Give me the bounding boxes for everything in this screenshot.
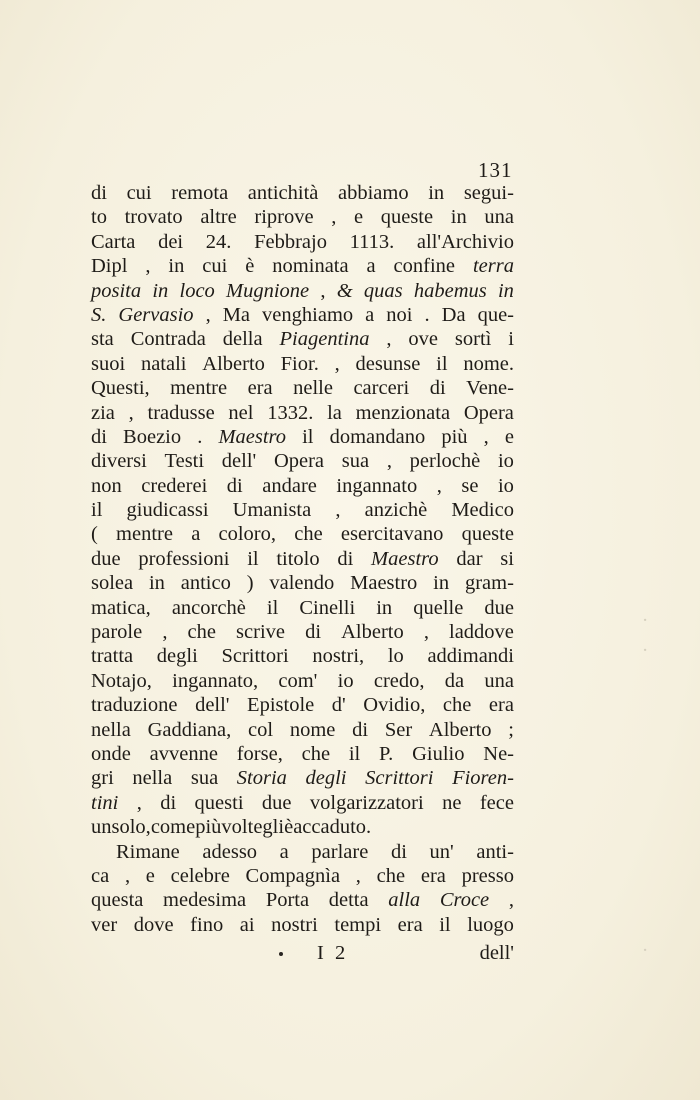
word: , — [508, 889, 514, 912]
word: e — [353, 206, 364, 229]
word: si — [500, 547, 514, 570]
text-line — [91, 815, 514, 839]
word: io — [337, 669, 354, 692]
word: che — [301, 742, 331, 765]
word: di — [429, 377, 446, 400]
word: una — [484, 669, 514, 692]
word: queste — [380, 206, 434, 229]
word: se — [461, 474, 479, 497]
word: Ma — [222, 303, 251, 326]
word: cui — [202, 255, 228, 278]
word: a — [365, 303, 375, 326]
word: più — [195, 816, 222, 839]
text-line — [91, 279, 514, 303]
word: in — [148, 572, 165, 595]
word: , — [124, 864, 131, 887]
word: abbiamo — [338, 182, 409, 204]
word: e — [504, 425, 514, 448]
word: ancorchè — [171, 596, 246, 619]
word: ca — [91, 864, 110, 887]
word: Questi, — [91, 377, 150, 400]
word: , — [386, 450, 392, 473]
word: a — [366, 255, 376, 278]
word: degli — [156, 645, 198, 668]
word: di — [390, 840, 407, 863]
word: onde — [91, 742, 131, 765]
word: Alberto — [202, 352, 265, 375]
word: in — [428, 182, 445, 204]
word: venghiamo — [262, 303, 354, 326]
word: , — [334, 352, 340, 375]
word: il — [348, 742, 361, 765]
page-number: 131 — [478, 158, 513, 182]
word: che — [376, 864, 406, 887]
word: lo — [387, 645, 404, 668]
word: ingannato — [336, 474, 418, 497]
word: dell' — [221, 450, 257, 473]
word: Ne- — [483, 742, 514, 765]
word: Porta — [265, 889, 310, 912]
italic-word: in — [152, 279, 169, 302]
word: che — [187, 621, 216, 644]
text-line — [91, 376, 514, 400]
word: in — [376, 596, 393, 619]
word: dell' — [195, 694, 230, 717]
text-line — [91, 547, 514, 571]
word: Scrittori — [221, 645, 289, 668]
text-line — [91, 352, 514, 376]
word: adesso — [202, 840, 258, 863]
text-line — [91, 669, 514, 693]
word: , — [145, 255, 151, 278]
word: confine — [393, 255, 456, 278]
word: Opera — [273, 450, 325, 473]
word: , — [128, 401, 134, 424]
word: come — [150, 816, 196, 839]
word: io — [497, 474, 514, 497]
show-through-mark: · — [642, 610, 648, 631]
italic-word: alla — [388, 889, 421, 912]
word: cui — [126, 182, 152, 204]
word: che — [442, 694, 472, 717]
italic-word: Piagentina — [279, 328, 370, 351]
word: 1332. — [267, 401, 314, 424]
word: accaduto. — [293, 816, 372, 839]
word: tratta — [91, 645, 134, 668]
text-line — [91, 327, 514, 351]
text-line — [91, 522, 514, 546]
word: scrive — [236, 621, 285, 644]
word: forse, — [236, 742, 283, 765]
word: traduzione — [91, 694, 178, 717]
italic-word: & — [336, 279, 353, 302]
word: Ser — [384, 718, 413, 741]
word: Gaddiana, — [147, 718, 232, 741]
word: Rimane — [116, 840, 180, 863]
word: com' — [278, 669, 318, 692]
italic-word: Storia — [236, 767, 287, 790]
text-line — [91, 205, 514, 229]
text-line — [91, 864, 514, 888]
word: Giulio — [412, 742, 465, 765]
italic-word: Mugnione — [226, 279, 310, 302]
word: una — [484, 206, 514, 229]
word: nella — [91, 718, 131, 741]
word: diversi — [91, 450, 147, 473]
word: desunse — [355, 352, 421, 375]
italic-word: tini — [91, 791, 119, 814]
word: più — [441, 425, 468, 448]
word: antichità — [247, 182, 319, 204]
word: menzionata — [355, 401, 451, 424]
word: Carta — [91, 230, 136, 253]
word: , — [162, 621, 168, 644]
italic-word: quas — [363, 279, 403, 302]
word: in — [450, 206, 467, 229]
word: mentre — [170, 377, 228, 400]
text-line — [91, 888, 514, 912]
word: riprove — [254, 206, 314, 229]
word: medesima — [163, 889, 247, 912]
word: crederei — [141, 474, 208, 497]
word: anzichè — [364, 499, 428, 522]
word: avvenne — [149, 742, 218, 765]
word: andare — [262, 474, 317, 497]
word: nostri — [271, 913, 318, 936]
italic-word: posita — [91, 279, 142, 302]
word: natali — [140, 352, 187, 375]
word: da — [444, 669, 465, 692]
word: la — [327, 401, 342, 424]
word: dar — [456, 547, 483, 570]
word: ne — [442, 791, 462, 814]
word: d' — [331, 694, 346, 717]
word: due — [261, 791, 292, 814]
word: gri — [91, 767, 114, 790]
word: nome. — [463, 352, 514, 375]
word: antico — [180, 572, 231, 595]
italic-word: Croce — [439, 889, 490, 912]
word: tradusse — [147, 401, 215, 424]
word: anti- — [476, 840, 514, 863]
word: Alberto — [428, 718, 492, 741]
word: Epistole — [247, 694, 315, 717]
italic-word: terra — [472, 255, 514, 278]
word: di — [91, 182, 107, 204]
text-line — [91, 718, 514, 742]
word: Dipl — [91, 255, 128, 278]
word: a — [279, 840, 289, 863]
word: laddove — [449, 621, 514, 644]
footer-dot — [279, 952, 283, 956]
word: nome — [289, 718, 336, 741]
word: gli — [262, 816, 285, 839]
word: Contrada — [130, 328, 206, 351]
word: sua — [190, 767, 219, 790]
word: nominata — [272, 255, 349, 278]
word: il — [439, 913, 451, 936]
word: è — [284, 816, 294, 839]
word: il — [436, 352, 448, 375]
italic-word: S. — [91, 303, 107, 326]
word: Notajo, — [91, 669, 152, 692]
text-line — [91, 766, 514, 790]
word: , — [320, 279, 326, 302]
word: , — [136, 791, 142, 814]
word: matica, — [91, 596, 151, 619]
word: era — [420, 864, 446, 887]
word: che — [294, 523, 323, 546]
text-line — [91, 840, 514, 864]
word: Cinelli — [299, 596, 356, 619]
word: di — [305, 621, 322, 644]
word: due — [91, 547, 121, 570]
word: Da — [441, 303, 466, 326]
word: volgarizzatori — [309, 791, 424, 814]
word: tempi — [334, 913, 382, 936]
italic-word: Fioren- — [452, 767, 514, 790]
word: solo, — [111, 816, 151, 839]
word: ; — [508, 718, 514, 741]
word: carceri — [353, 377, 410, 400]
word: un' — [429, 840, 454, 863]
word: to — [91, 206, 107, 229]
word: il — [247, 547, 259, 570]
word: , — [386, 328, 392, 351]
word: giudicassi — [126, 499, 209, 522]
text-line — [91, 742, 514, 766]
word: non — [91, 474, 122, 497]
word: il — [91, 499, 103, 522]
word: Opera — [463, 401, 514, 424]
word: Ovidio, — [363, 694, 426, 717]
word: all'Archivio — [416, 230, 514, 253]
italic-word: Maestro — [371, 547, 439, 570]
word: della — [222, 328, 263, 351]
word: Maestro — [350, 572, 418, 595]
word: parole — [91, 621, 143, 644]
word: sortì — [454, 328, 492, 351]
word: valendo — [269, 572, 335, 595]
word: , — [335, 499, 341, 522]
word: , — [331, 206, 337, 229]
text-line — [91, 254, 514, 278]
word: ai — [239, 913, 255, 936]
text-line — [91, 230, 514, 254]
word: Umanista — [232, 499, 312, 522]
word: ove — [408, 328, 439, 351]
italic-word: loco — [179, 279, 215, 302]
word: in — [433, 572, 450, 595]
word: 24. — [205, 230, 232, 253]
word: il — [266, 596, 279, 619]
word: perlochè — [409, 450, 481, 473]
word: fece — [479, 791, 514, 814]
word: . — [424, 303, 430, 326]
word: luogo — [467, 913, 514, 936]
text-line — [91, 474, 514, 498]
text-line — [91, 644, 514, 668]
word: col — [248, 718, 274, 741]
word: sua — [341, 450, 370, 473]
word: volte — [221, 816, 263, 839]
word: di — [160, 791, 177, 814]
word: gram- — [464, 572, 514, 595]
word: nel — [228, 401, 254, 424]
text-line — [91, 620, 514, 644]
italic-word: degli — [305, 767, 347, 790]
word: remota — [171, 182, 229, 204]
text-line — [91, 401, 514, 425]
word: esercitavano — [340, 523, 444, 546]
word: era — [247, 377, 273, 400]
word: . — [197, 425, 203, 448]
word: Fior. — [280, 352, 319, 375]
word: solea — [91, 572, 134, 595]
word: due — [484, 596, 514, 619]
show-through-mark: · — [642, 640, 648, 661]
word: era — [397, 913, 423, 936]
word: quelle — [413, 596, 464, 619]
word: il — [302, 425, 314, 448]
word: que- — [477, 303, 514, 326]
word: ) — [246, 572, 254, 595]
word: , — [423, 621, 429, 644]
italic-word: Scrittori — [365, 767, 434, 790]
text-line — [91, 571, 514, 595]
word: di — [91, 425, 107, 448]
word: ver — [91, 913, 118, 936]
word: celebre — [170, 864, 230, 887]
text-line — [91, 791, 514, 815]
word: nostri, — [312, 645, 365, 668]
word: Febbrajo — [254, 230, 327, 253]
text-line — [91, 181, 514, 205]
text-line — [91, 498, 514, 522]
word: e — [145, 864, 155, 887]
word: zia — [91, 401, 115, 424]
word: nelle — [293, 377, 333, 400]
word: era — [488, 694, 514, 717]
italic-word: in — [497, 279, 514, 302]
text-line — [91, 596, 514, 620]
word: suoi — [91, 352, 126, 375]
word: io — [497, 450, 514, 473]
text-line — [91, 303, 514, 327]
word: addimandi — [427, 645, 514, 668]
word: di — [226, 474, 243, 497]
page-footer — [91, 942, 514, 968]
word: presso — [461, 864, 514, 887]
word: trovato — [124, 206, 183, 229]
word: professioni — [138, 547, 230, 570]
word: detta — [328, 889, 369, 912]
catchword: dell' — [479, 942, 514, 964]
text-line — [91, 425, 514, 449]
word: credo, — [373, 669, 425, 692]
word: ingannato, — [172, 669, 259, 692]
word: 1113. — [349, 230, 395, 253]
word: di — [337, 547, 354, 570]
word: ( — [91, 523, 98, 546]
word: titolo — [276, 547, 320, 570]
word: Compagnìa — [245, 864, 341, 887]
word: Medico — [451, 499, 514, 522]
word: dove — [133, 913, 174, 936]
word: , — [483, 425, 489, 448]
word: Boezio — [123, 425, 182, 448]
word: sta — [91, 328, 114, 351]
word: domandano — [329, 425, 426, 448]
word: a — [191, 523, 201, 546]
word: coloro, — [218, 523, 277, 546]
word: di — [352, 718, 369, 741]
word: parlare — [311, 840, 369, 863]
word: altre — [200, 206, 237, 229]
italic-word: Maestro — [218, 425, 287, 448]
word: Alberto — [341, 621, 404, 644]
word: i — [508, 328, 514, 351]
text-line — [91, 693, 514, 717]
italic-word: habemus — [413, 279, 487, 302]
word: noi — [386, 303, 413, 326]
word: questa — [91, 889, 144, 912]
word: dei — [158, 230, 184, 253]
body-text — [91, 181, 514, 937]
word: queste — [461, 523, 514, 546]
word: un — [91, 816, 112, 839]
word: Vene- — [466, 377, 514, 400]
text-line — [91, 449, 514, 473]
word: nella — [132, 767, 173, 790]
text-line — [91, 913, 514, 937]
show-through-mark: · — [642, 940, 648, 961]
word: fino — [190, 913, 224, 936]
italic-word: Gervasio — [118, 303, 194, 326]
word: mentre — [116, 523, 173, 546]
word: , — [205, 303, 211, 326]
word: questi — [194, 791, 244, 814]
printer-signature-mark: I 2 — [317, 942, 349, 964]
word: , — [355, 864, 361, 887]
word: P. — [379, 742, 394, 765]
word: segui- — [463, 182, 514, 204]
word: , — [436, 474, 442, 497]
word: Testi — [164, 450, 205, 473]
word: in — [168, 255, 185, 278]
word: è — [245, 255, 255, 278]
